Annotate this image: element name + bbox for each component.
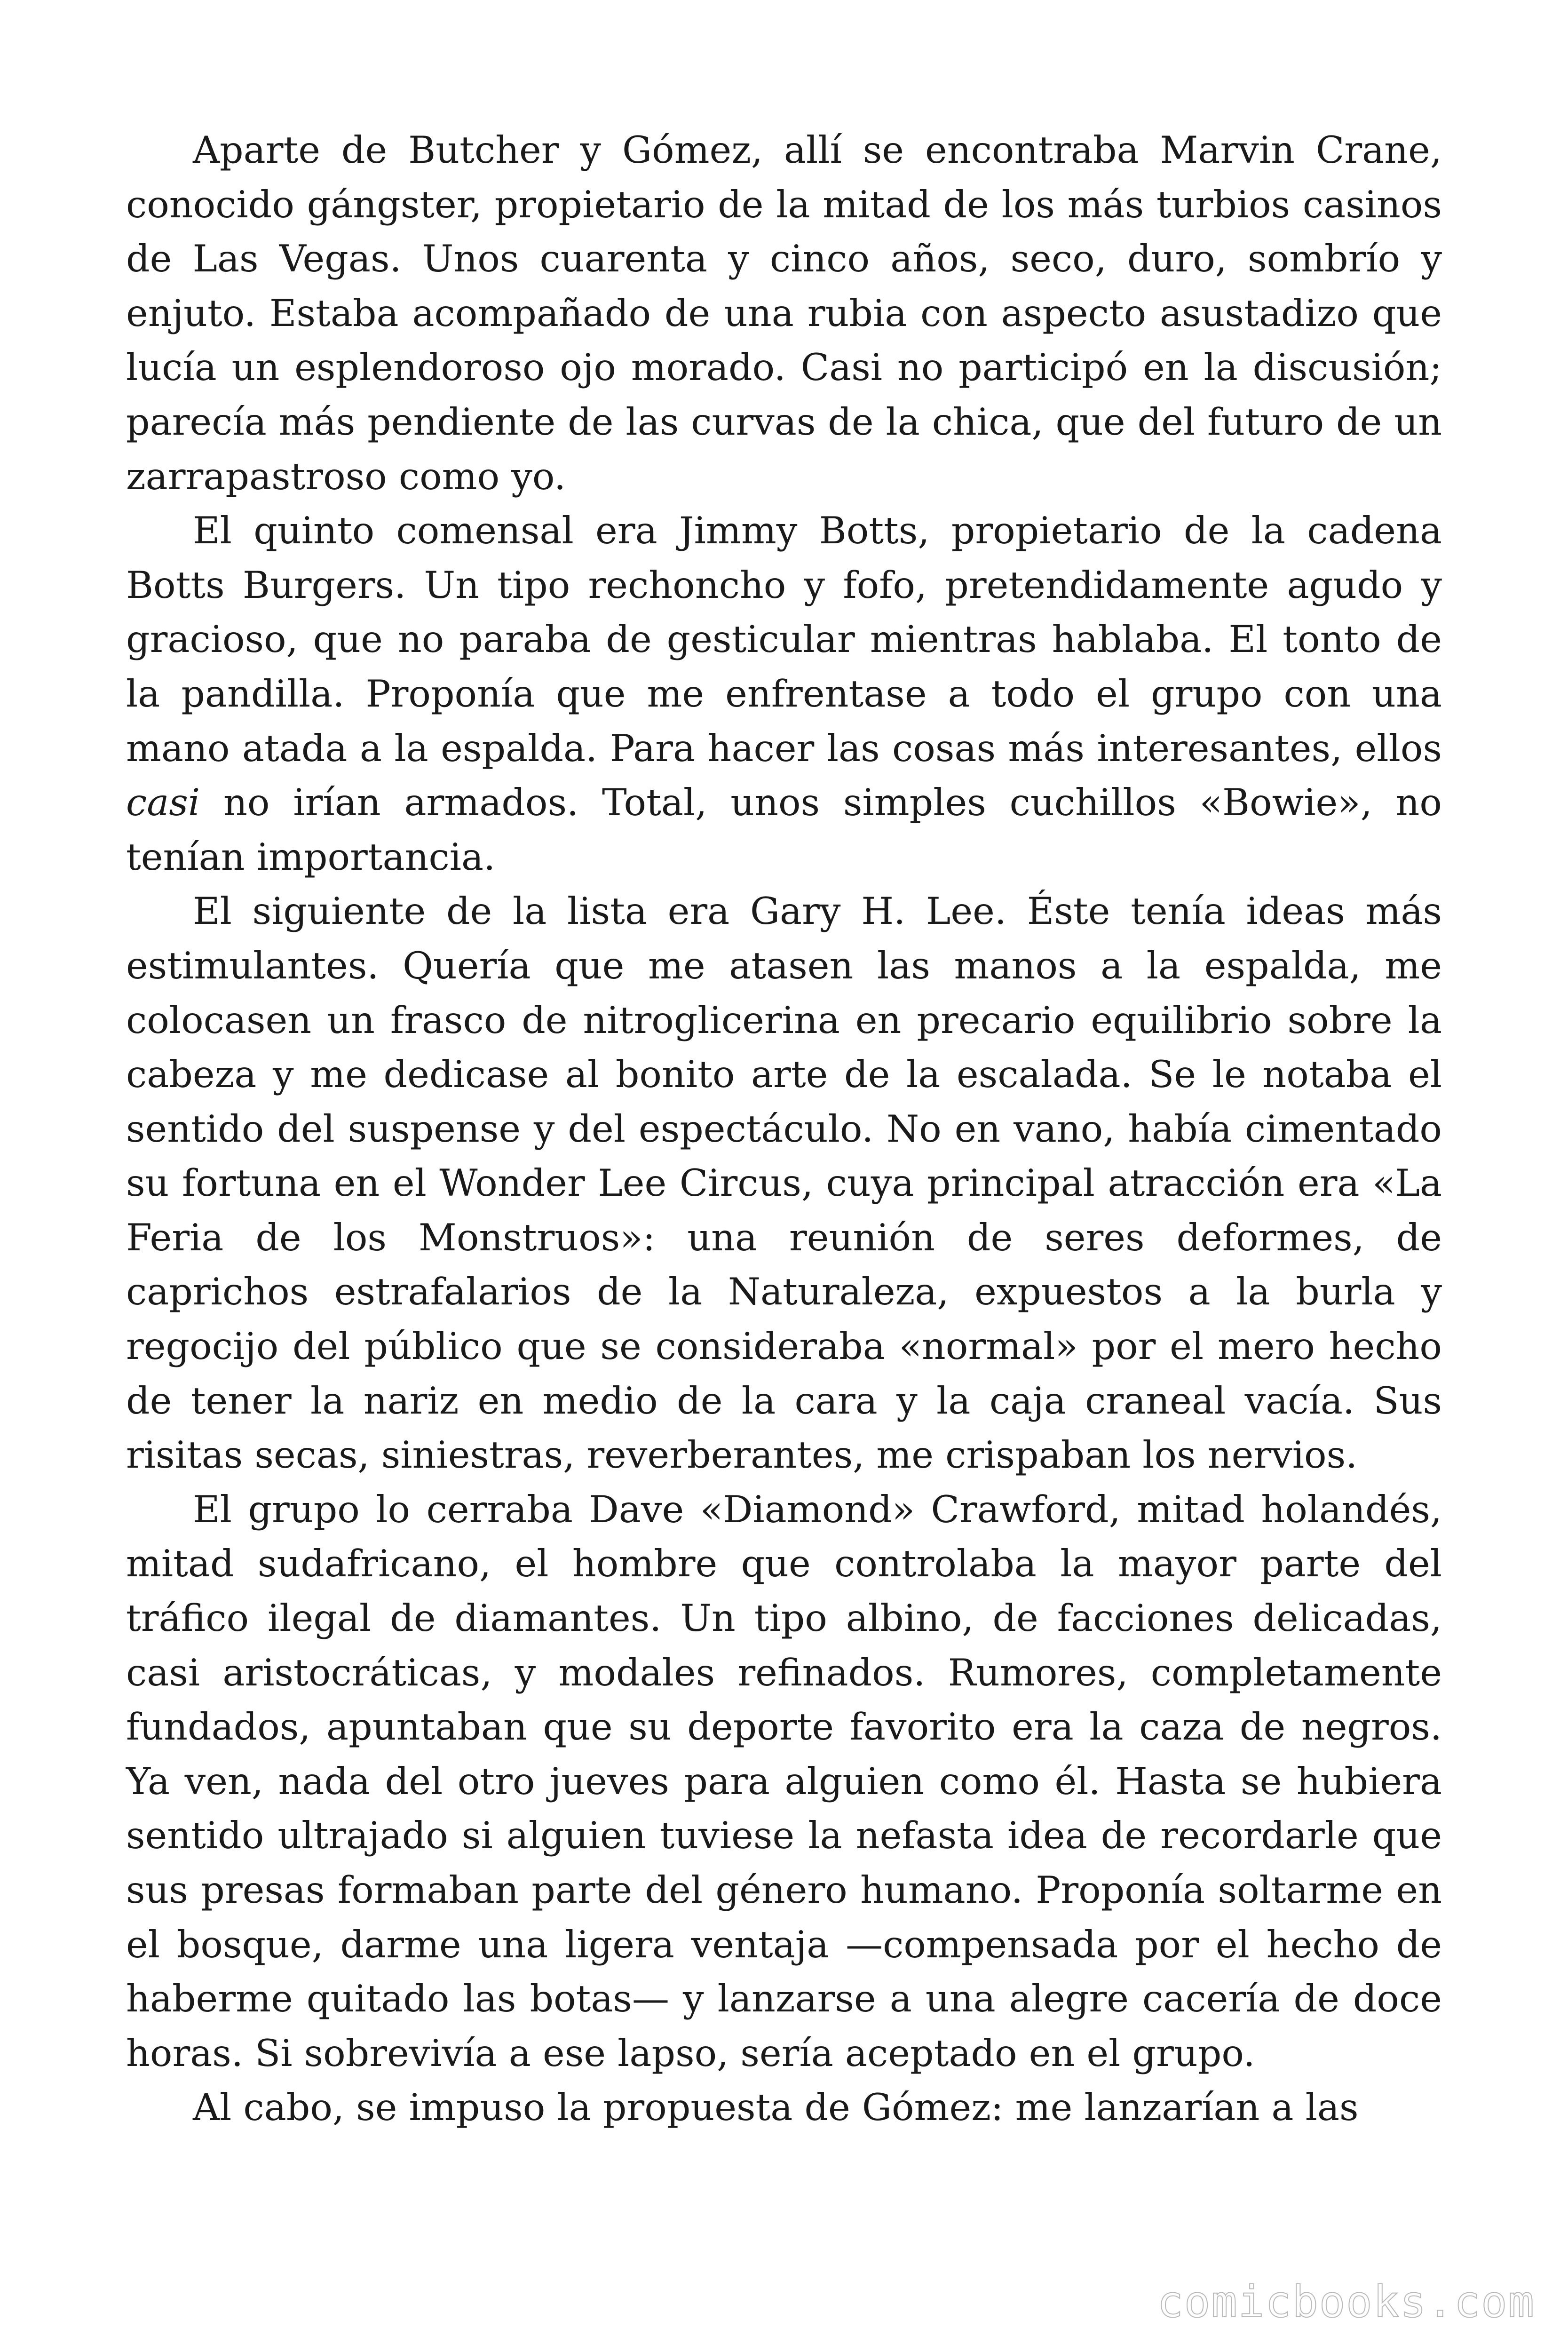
paragraph-dave-crawford: El grupo lo cerraba Dave «Diamond» Crawford, mitad holandés, mitad sudafricano, el hombre que controlaba la mayor parte del tráfico ilegal de diamantes. Un tipo albino, de facciones delicadas, casi aristocráticas, y modales refinados. Rumores, completamente fundados, apuntaban que su deporte favorito era la caza de negros. Ya ven, nada del otro jueves para alguien como él. Hasta se hubiera sentido ultrajado si alguien tuviese la nefasta idea de recordarle que sus presas formaban parte del género humano. Proponía soltarme en el bosque, darme una ligera ventaja —compensada por el hecho de haberme quitado las botas— y lanzarse a una alegre cacería de doce horas. Si sobrevivía a ese lapso, sería aceptado en el grupo. <box>126 1487 1442 2075</box>
paragraph-gomez-proposal: Al cabo, se impuso la propuesta de Gómez: me lanzarían a las <box>193 2086 1359 2130</box>
paragraph-jimmy-botts <box>126 504 1442 884</box>
paragraph-text: no irían armados. Total, unos simples cuchillos «Bowie», no tenían importancia. <box>126 781 1442 879</box>
italic-word: casi <box>126 781 200 825</box>
page-text <box>126 123 1442 2135</box>
paragraph-text: El quinto comensal era Jimmy Botts, propietario de la cadena Botts Burgers. Un tipo rechoncho y fofo, pretendidamente agudo y gracioso, que no paraba de gesticular mientras hablaba. El tonto de la pandilla. Proponía que me enfrentase a todo el grupo con una mano atada a la espalda. Para hacer las cosas más interesantes, ellos <box>126 509 1442 770</box>
paragraph-gary-lee: El siguiente de la lista era Gary H. Lee. Éste tenía ideas más estimulantes. Quería que me atasen las manos a la espalda, me colocasen un frasco de nitroglicerina en precario equilibrio sobre la cabeza y me dedicase al bonito arte de la escalada. Se le notaba el sentido del suspense y del espectáculo. No en vano, había cimentado su fortuna en el Wonder Lee Circus, cuya principal atracción era «La Feria de los Monstruos»: una reunión de seres deformes, de caprichos estrafalarios de la Naturaleza, expuestos a la burla y regocijo del público que se consideraba «normal» por el mero hecho de tener la nariz en medio de la cara y la caja craneal vacía. Sus risitas secas, siniestras, reverberantes, me crispaban los nervios. <box>126 890 1442 1477</box>
watermark: comicbooks.com <box>1157 2277 1535 2327</box>
paragraph-marvin-crane: Aparte de Butcher y Gómez, allí se encontraba Marvin Crane, conocido gángster, propietario de la mitad de los más turbios casinos de Las Vegas. Unos cuarenta y cinco años, seco, duro, sombrío y enjuto. Estaba acompañado de una rubia con aspecto asustadizo que lucía un esplendoroso ojo morado. Casi no participó en la discusión; parecía más pendiente de las curvas de la chica, que del futuro de un zarrapastroso como yo. <box>126 128 1442 498</box>
